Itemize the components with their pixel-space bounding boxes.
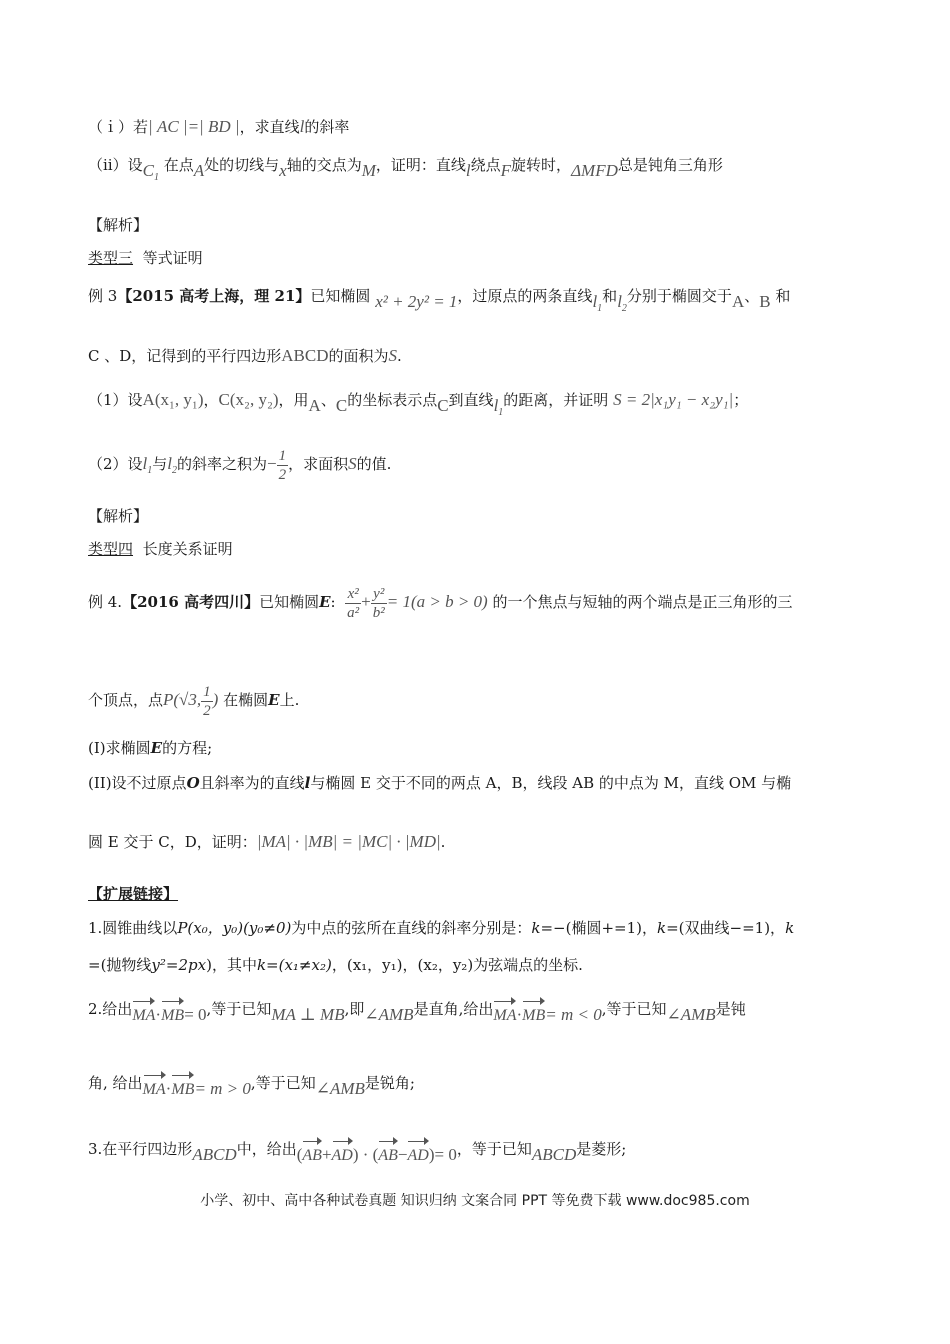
math: = 1(a > b > 0) (386, 592, 488, 611)
math: | AC |=| BD | (148, 117, 240, 136)
text: =(抛物线 (88, 956, 152, 974)
text: 1.圆锥曲线以 (88, 919, 178, 937)
text: 在椭圆 (223, 691, 269, 709)
math: k=(x₁≠x₂) (256, 956, 332, 974)
fraction (201, 683, 213, 720)
text: 是钝 (715, 1000, 746, 1018)
vector-ad: AD (407, 1141, 428, 1171)
fraction (371, 585, 387, 622)
math-sub: 2 (621, 303, 627, 314)
math: C (437, 396, 449, 415)
text: ,等于已知 (206, 1000, 272, 1018)
vector-ma: MA (143, 1075, 166, 1105)
text: 例 3 (88, 287, 118, 305)
text: 已知椭圆 (310, 287, 371, 305)
math: C(x₂, y₂) (218, 390, 279, 409)
text: 为中点的弦所在直线的斜率分别是： (291, 919, 532, 937)
math: |MA| · |MB| = |MC| · |MD| (256, 832, 441, 851)
example-3-cont (88, 345, 870, 367)
text: ， (203, 391, 219, 409)
text: 角, 给出 (88, 1074, 143, 1092)
vector-mb: MB (171, 1075, 194, 1105)
text: ，等于已知 (456, 1140, 532, 1158)
text: )，其中 (206, 956, 257, 974)
math: C (335, 396, 348, 415)
math: ΔMFD (571, 161, 618, 180)
section-type4 (88, 538, 870, 560)
extension-item-3 (88, 1134, 870, 1165)
math: A (193, 161, 205, 180)
text: ,即 (344, 1000, 365, 1018)
text: 的方程; (162, 739, 213, 757)
vector-ma: MA (493, 1001, 516, 1031)
math-sub: 1 (597, 303, 603, 314)
question-i (88, 116, 870, 138)
source: 【2016 高考四川】 (122, 593, 260, 611)
text: 的坐标表示点 (347, 391, 438, 409)
text: 中，给出 (236, 1140, 297, 1158)
math: P(√3, (163, 690, 202, 709)
math: x² + 2y² = 1 (375, 292, 458, 311)
example-3-q2 (88, 444, 870, 491)
fraction-den: 2 (203, 702, 211, 719)
fraction-den: 2 (278, 466, 287, 483)
text: 与 (152, 455, 168, 473)
text: C 、D，记得到的平行四边形 (88, 347, 282, 365)
text: =−(椭圆+=1)， (540, 919, 658, 937)
fraction (345, 585, 361, 622)
analysis-heading-2: 【解析】 (88, 507, 149, 525)
math: k (657, 919, 667, 937)
math: E (268, 691, 280, 709)
math: ABCD (531, 1145, 577, 1164)
text: 是直角,给出 (413, 1000, 494, 1018)
fraction-den: b² (372, 604, 385, 621)
math: l (465, 161, 471, 180)
text: 的距离，并证明 (503, 391, 609, 409)
text: （ⅱ）设 (88, 156, 143, 174)
math: + (361, 592, 371, 611)
vector-mb: MB (522, 1001, 545, 1031)
fraction (277, 447, 289, 484)
extension-item-1-cont (88, 954, 870, 976)
text: 到直线 (448, 391, 494, 409)
math-sub: 2 (172, 465, 178, 476)
text: 处的切线与 (204, 156, 280, 174)
example-3 (88, 285, 870, 314)
math: l (299, 117, 305, 136)
section-type3 (88, 247, 870, 269)
analysis-heading: 【解析】 (88, 216, 149, 234)
math: C (142, 161, 154, 180)
math: ABCD (281, 346, 329, 365)
math: ∠AMB (666, 1005, 716, 1024)
text: ，(x₁，y₁)，(x₂，y₂)为弦端点的坐标. (331, 956, 583, 974)
text: 和 (775, 287, 791, 305)
text: ，求面积 (288, 455, 349, 473)
text: 2.给出 (88, 1000, 133, 1018)
text: ,等于已知 (250, 1074, 316, 1092)
text: 且斜率为的直线 (199, 774, 305, 792)
math: S = 2|x₁y₁ − x₂y₁| (613, 390, 734, 409)
math: M (361, 161, 376, 180)
math: ∠AMB (315, 1079, 365, 1098)
text: （ｉ）若 (88, 118, 149, 136)
text: (I)求椭圆 (88, 739, 151, 757)
math: ) (428, 1145, 435, 1164)
math: + (321, 1145, 332, 1164)
math: l (304, 774, 311, 792)
extension-item-2 (88, 994, 870, 1025)
example-4-q2-cont (88, 831, 870, 853)
text: 旋转时， (511, 156, 572, 174)
math: MA ⊥ MB (271, 1005, 345, 1024)
example-4-q1 (88, 737, 870, 759)
text: 的面积为 (328, 347, 389, 365)
math: l (617, 292, 622, 311)
math-sub: 1 (153, 172, 159, 183)
math: k (531, 919, 541, 937)
math: ABCD (192, 1145, 237, 1164)
question-ii (88, 154, 870, 183)
text: 是锐角; (364, 1074, 415, 1092)
text: 与椭圆 E 交于不同的两点 A，B，线段 AB 的中点为 M，直线 OM 与椭 (310, 774, 792, 792)
text: ，求直线 (239, 118, 300, 136)
math: ) · ( (352, 1145, 379, 1164)
section-title: 长度关系证明 (142, 540, 233, 558)
math: ) (212, 690, 219, 709)
extension-item-1 (88, 917, 870, 939)
text: ，用 (278, 391, 309, 409)
vector-ma: MA (132, 1001, 155, 1031)
math: E (319, 593, 331, 611)
text: 、 (744, 287, 760, 305)
text: ，证明：直线 (375, 156, 466, 174)
math: P(x₀，y₀)(y₀≠0) (177, 919, 292, 937)
math: S (348, 454, 357, 473)
math: − (267, 454, 277, 473)
math: = 0 (434, 1145, 457, 1164)
math: F (500, 161, 512, 180)
math: B (759, 292, 771, 311)
math: l (592, 292, 598, 311)
text: 在点 (163, 156, 194, 174)
text: 的斜率 (304, 118, 350, 136)
text: ； (733, 391, 749, 409)
math: = m > 0 (194, 1079, 251, 1098)
text: 的一个焦点与短轴的两个端点是正三角形的三 (492, 593, 793, 611)
fraction-den: a² (347, 604, 360, 621)
math: l (167, 454, 173, 473)
text: 、 (320, 391, 336, 409)
text: 的斜率之积为 (177, 455, 268, 473)
math: l (142, 454, 148, 473)
example-4-q2 (88, 772, 870, 794)
math: O (186, 774, 200, 792)
math: = m < 0 (545, 1005, 602, 1024)
text: : (330, 593, 336, 611)
math-sub: 1 (147, 465, 153, 476)
math: · (516, 1005, 523, 1024)
text: =(双曲线−=1)， (666, 919, 786, 937)
text: 总是钝角三角形 (617, 156, 723, 174)
math: ( (296, 1145, 303, 1164)
math: A (731, 292, 745, 311)
section-title: 等式证明 (142, 249, 203, 267)
math: ∠AMB (364, 1005, 414, 1024)
math: y²=2px (151, 956, 207, 974)
text: . (440, 833, 446, 851)
example-3-q1 (88, 389, 870, 418)
text: 的值. (356, 455, 392, 473)
section-label: 类型三 (88, 249, 134, 267)
fraction-num: x² (345, 585, 361, 604)
text: . (397, 347, 402, 365)
text: 个顶点，点 (88, 691, 164, 709)
text: 和 (602, 287, 618, 305)
text: ,等于已知 (601, 1000, 667, 1018)
text: 是菱形; (576, 1140, 627, 1158)
math: · (165, 1079, 172, 1098)
math: S (388, 346, 398, 365)
vector-mb: MB (161, 1001, 184, 1031)
fraction-num: 1 (278, 447, 287, 464)
text: 例 4. (88, 593, 123, 611)
math: = 0 (184, 1005, 207, 1024)
text: 圆 E 交于 C，D，证明： (88, 833, 257, 851)
text: 3.在平行四边形 (88, 1140, 193, 1158)
vector-ab: AB (378, 1141, 398, 1171)
fraction-num: y² (371, 585, 387, 604)
section-label: 类型四 (88, 540, 134, 558)
math: x (279, 161, 287, 180)
text: 上. (279, 691, 300, 709)
math: · (155, 1005, 162, 1024)
text: ，过原点的两条直线 (457, 287, 593, 305)
math-sub: 1 (498, 407, 504, 418)
text: 轴的交点为 (286, 156, 362, 174)
example-4 (88, 582, 870, 622)
text: （1）设 (88, 391, 143, 409)
fraction-num: 1 (203, 683, 211, 700)
extension-item-2-cont (88, 1068, 870, 1099)
text: (II)设不过原点 (88, 774, 187, 792)
math: A (308, 396, 321, 415)
page-footer: 小学、初中、高中各种试卷真题 知识归纳 文案合同 PPT 等免费下载 www.doc985.com (200, 1193, 750, 1209)
text: 绕点 (470, 156, 501, 174)
text: （2）设 (88, 455, 143, 473)
vector-ab: AB (302, 1141, 322, 1171)
math: A(x₁, y₁) (142, 390, 204, 409)
text: 分别于椭圆交于 (626, 287, 732, 305)
math: − (397, 1145, 408, 1164)
example-4-cont (88, 680, 870, 720)
source: 【2015 高考上海，理 21】 (117, 287, 311, 305)
text: 已知椭圆 (259, 593, 320, 611)
math: E (150, 739, 163, 757)
math: l (493, 396, 499, 415)
vector-ad: AD (332, 1141, 353, 1171)
extension-heading: 【扩展链接】 (88, 885, 179, 903)
math: k (785, 919, 795, 937)
